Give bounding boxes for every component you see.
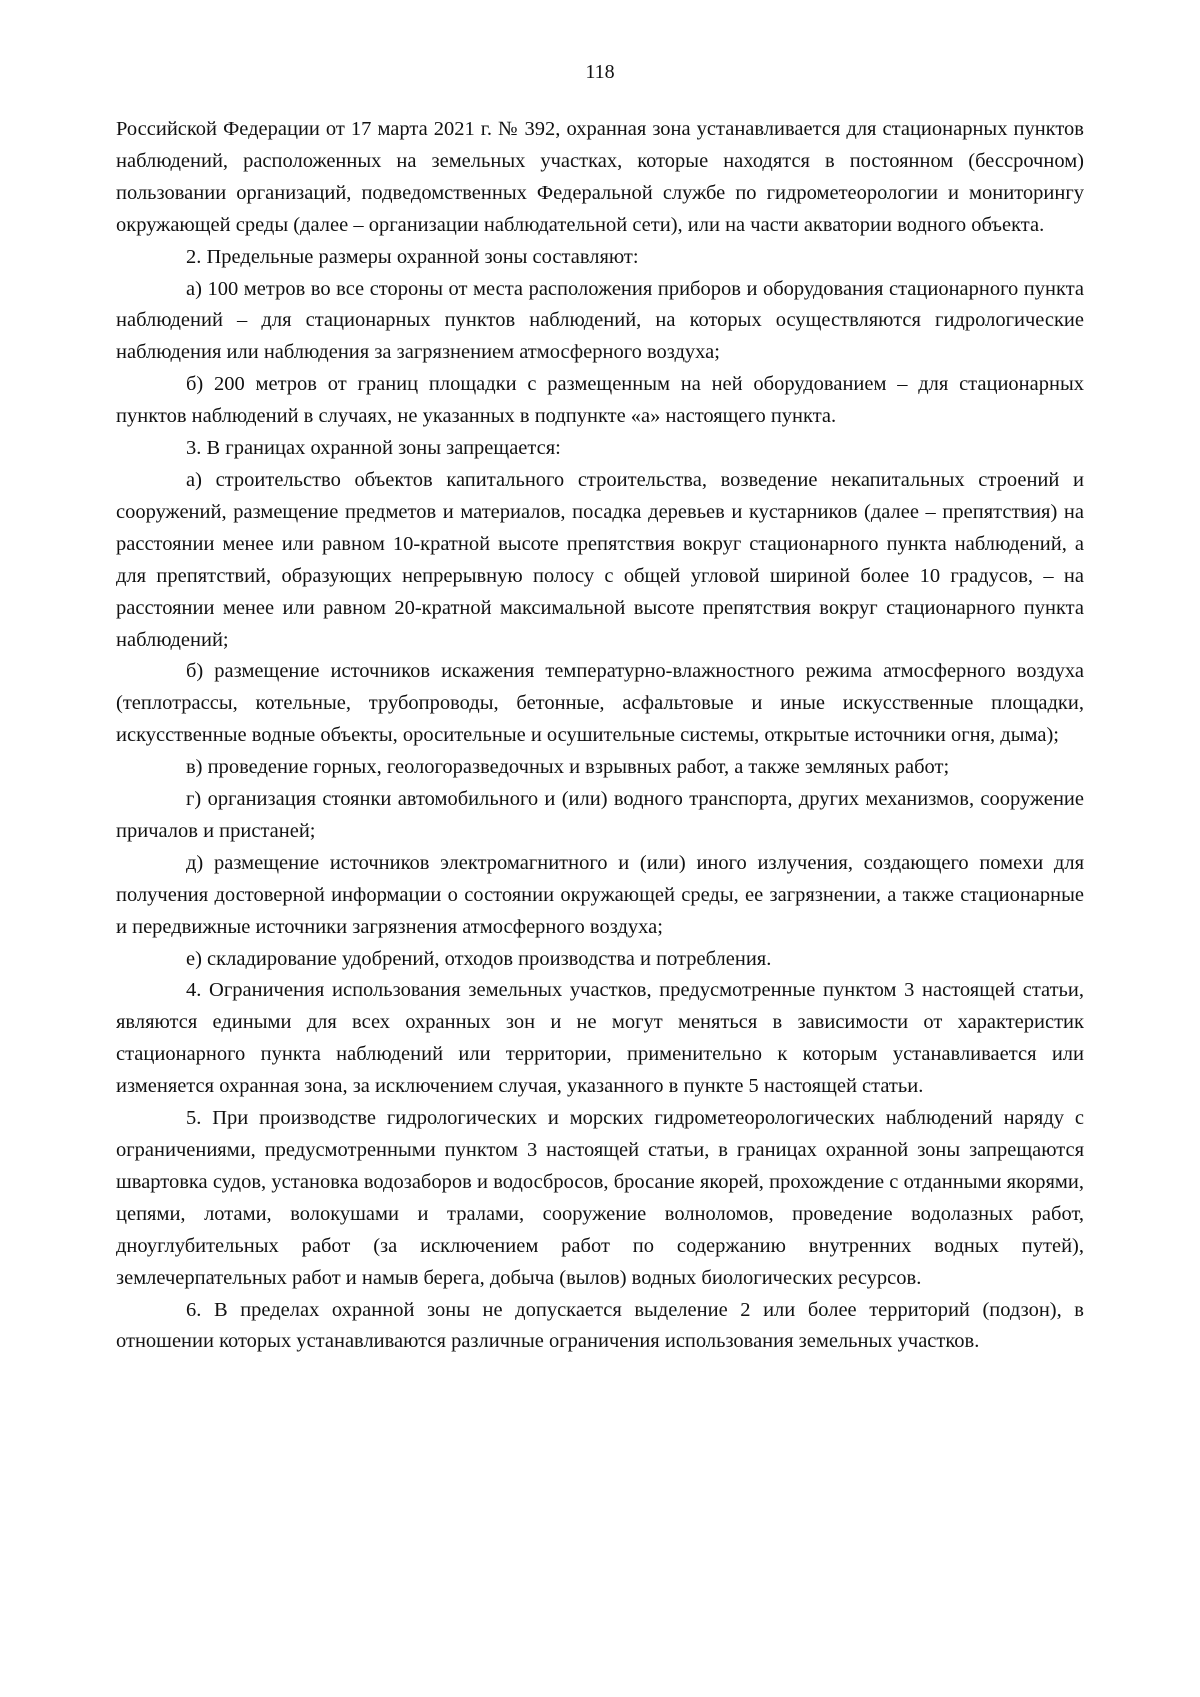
paragraph-item-2b: б) 200 метров от границ площадки с размещенным на ней оборудованием – для стационарных пунктов наблюдений в случаях, не указанных в подпункте «а» настоящего пункта.: [116, 373, 1084, 428]
paragraph-item-3a: а) строительство объектов капитального строительства, возведение некапитальных строений и сооружений, размещение предметов и материалов, посадка деревьев и кустарников (далее – препятствия) на расстоянии менее или равном 10-кратной высоте препятствия вокруг стационарного пункта наблюдений, а для препятствий, образующих непрерывную полосу с общей угловой шириной более 10 градусов, – на расстоянии менее или равном 20-кратной максимальной высоте препятствия вокруг стационарного пункта наблюдений;: [116, 468, 1084, 651]
paragraph-item-3v: в) проведение горных, геологоразведочных и взрывных работ, а также земляных работ;: [186, 756, 950, 779]
paragraph-item-2: 2. Предельные размеры охранной зоны составляют:: [186, 245, 639, 268]
paragraph-item-3: 3. В границах охранной зоны запрещается:: [186, 437, 561, 460]
document-body: [116, 114, 1084, 1358]
paragraph-intro-continuation: Российской Федерации от 17 марта 2021 г. № 392, охранная зона устанавливается для стационарных пунктов наблюдений, расположенных на земельных участках, которые находятся в постоянном (бессрочном) пользовании организаций, подведомственных Федеральной службе по гидрометеорологии и мониторингу окружающей среды (далее – организации наблюдательной сети), или на части акватории водного объекта.: [116, 118, 1084, 236]
paragraph-item-2a: а) 100 метров во все стороны от места расположения приборов и оборудования стационарного пункта наблюдений – для стационарных пунктов наблюдений, на которых осуществляются гидрологические наблюдения или наблюдения за загрязнением атмосферного воздуха;: [116, 277, 1084, 364]
paragraph-item-4: 4. Ограничения использования земельных участков, предусмотренные пунктом 3 настоящей статьи, являются едиными для всех охранных зон и не могут меняться в зависимости от характеристик стационарного пункта наблюдений или территории, применительно к которым устанавливается или изменяется охранная зона, за исключением случая, указанного в пункте 5 настоящей статьи.: [116, 979, 1084, 1098]
paragraph-item-3d: д) размещение источников электромагнитного и (или) иного излучения, создающего помехи для получения достоверной информации о состоянии окружающей среды, ее загрязнении, а также стационарные и передвижные источники загрязнения атмосферного воздуха;: [116, 851, 1084, 938]
paragraph-item-6: 6. В пределах охранной зоны не допускается выделение 2 или более территорий (подзон), в отношении которых устанавливаются различные ограничения использования земельных участков.: [116, 1298, 1084, 1353]
page-number: 118: [585, 61, 615, 83]
paragraph-item-3e: е) складирование удобрений, отходов производства и потребления.: [186, 947, 772, 970]
paragraph-item-3b: б) размещение источников искажения температурно-влажностного режима атмосферного воздуха (теплотрассы, котельные, трубопроводы, бетонные, асфальтовые и иные искусственные площадки, искусственные водные объекты, оросительные и осушительные системы, открытые источники огня, дыма);: [116, 660, 1084, 747]
paragraph-item-3g: г) организация стоянки автомобильного и (или) водного транспорта, других механизмов, сооружение причалов и пристаней;: [116, 788, 1084, 842]
paragraph-item-5: 5. При производстве гидрологических и морских гидрометеорологических наблюдений наряду с ограничениями, предусмотренными пунктом 3 настоящей статьи, в границах охранной зоны запрещаются швартовка судов, установка водозаборов и водосбросов, бросание якорей, прохождение с отданными якорями, цепями, лотами, волокушами и тралами, сооружение волноломов, проведение водолазных работ, дноуглубительных работ (за исключением работ по содержанию внутренних водных путей), землечерпательных работ и намыв берега, добыча (вылов) водных биологических ресурсов.: [116, 1107, 1084, 1289]
